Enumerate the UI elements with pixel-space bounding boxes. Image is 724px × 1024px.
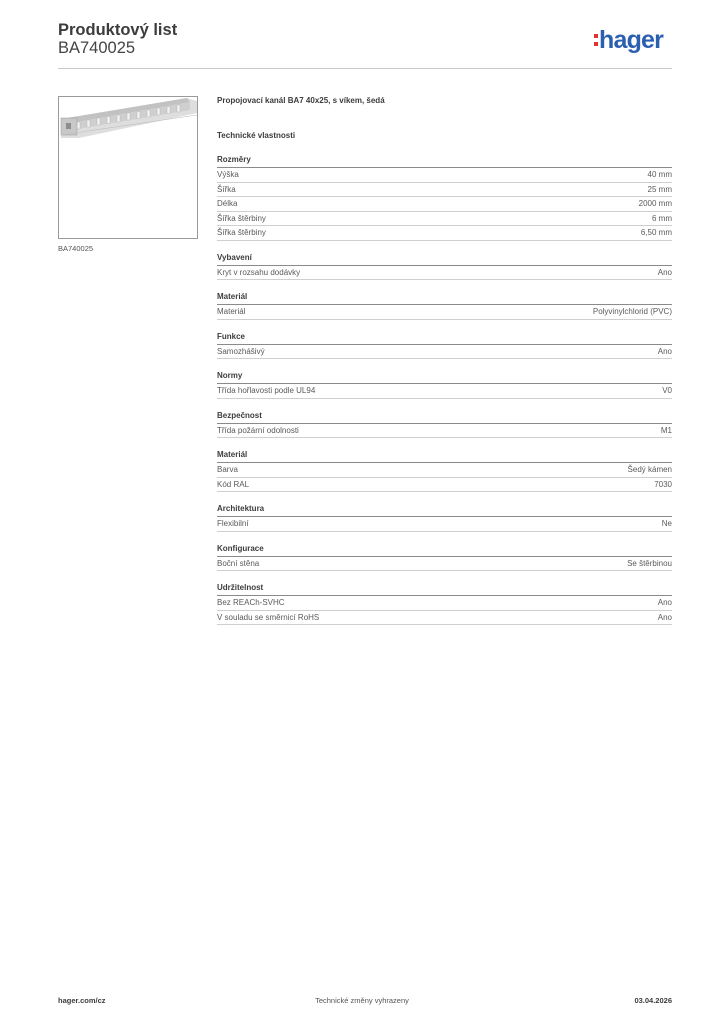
logo-text: hager — [599, 26, 664, 54]
spec-row — [217, 478, 672, 493]
spec-section — [217, 448, 672, 492]
spec-label: Třída hořlavosti podle UL94 — [217, 386, 316, 395]
spec-sections — [217, 153, 672, 625]
spec-row — [217, 517, 672, 532]
spec-value: Polyvinylchlorid (PVC) — [592, 307, 672, 316]
spec-row — [217, 183, 672, 198]
spec-value: Ano — [657, 267, 672, 277]
spec-row — [217, 611, 672, 626]
spec-row — [217, 212, 672, 227]
page-title: Produktový list — [58, 21, 178, 39]
spec-section — [217, 153, 672, 241]
product-name: Propojovací kanál BA7 40x25, s víkem, šedá — [217, 96, 385, 105]
spec-label: Barva — [217, 465, 238, 474]
spec-value: Šedý kámen — [627, 465, 672, 474]
section-title: Materiál — [217, 448, 672, 463]
spec-value: 6 mm — [652, 213, 672, 223]
spec-label: V souladu se směrnicí RoHS — [217, 612, 320, 622]
spec-label: Flexibilní — [217, 519, 249, 528]
header-divider — [58, 68, 672, 69]
spec-value: V0 — [662, 386, 672, 395]
spec-row — [217, 345, 672, 360]
spec-value: 40 mm — [647, 170, 672, 179]
spec-label: Výška — [217, 170, 239, 179]
spec-section — [217, 502, 672, 532]
spec-value: 2000 mm — [638, 199, 672, 208]
spec-row — [217, 226, 672, 241]
spec-row — [217, 596, 672, 611]
section-title: Konfigurace — [217, 542, 672, 557]
section-title: Materiál — [217, 290, 672, 305]
spec-row — [217, 384, 672, 399]
spec-section — [217, 581, 672, 625]
spec-row — [217, 168, 672, 183]
image-caption: BA740025 — [58, 244, 94, 253]
spec-value: Se štěrbinou — [627, 558, 672, 568]
spec-label: Šířka štěrbiny — [217, 213, 266, 223]
spec-value: M1 — [660, 425, 672, 435]
spec-label: Délka — [217, 199, 238, 208]
spec-label: Šířka štěrbiny — [217, 228, 266, 237]
spec-label: Kód RAL — [217, 479, 250, 489]
hager-logo — [594, 27, 663, 53]
product-code: BA740025 — [58, 39, 136, 57]
spec-label: Bez REACh-SVHC — [217, 598, 285, 607]
footer-date: 03.04.2026 — [634, 996, 672, 1005]
spec-section — [217, 409, 672, 439]
spec-label: Materiál — [217, 307, 246, 316]
spec-label: Kryt v rozsahu dodávky — [217, 267, 301, 277]
spec-value: 6,50 mm — [640, 228, 672, 237]
section-title: Normy — [217, 369, 672, 384]
spec-value: Ne — [661, 519, 672, 528]
spec-value: 25 mm — [647, 184, 672, 194]
spec-label: Šířka — [217, 184, 236, 194]
spec-section — [217, 290, 672, 320]
spec-row — [217, 197, 672, 212]
spec-row — [217, 463, 672, 478]
logo-dots-icon — [594, 34, 598, 46]
spec-content — [217, 94, 672, 625]
section-title: Rozměry — [217, 153, 672, 168]
cable-duct-image — [59, 97, 197, 238]
spec-value: Ano — [657, 346, 672, 356]
spec-section — [217, 251, 672, 281]
spec-section — [217, 542, 672, 572]
spec-section — [217, 330, 672, 360]
section-title: Architektura — [217, 502, 672, 517]
spec-label: Samozhášivý — [217, 346, 265, 356]
section-title: Udržitelnost — [217, 581, 672, 596]
spec-section — [217, 369, 672, 399]
spec-row — [217, 424, 672, 439]
spec-label: Boční stěna — [217, 558, 260, 568]
section-title: Funkce — [217, 330, 672, 345]
spec-value: Ano — [657, 612, 672, 622]
spec-label: Třída požární odolnosti — [217, 425, 299, 435]
spec-row — [217, 266, 672, 281]
product-image — [58, 96, 198, 239]
spec-row — [217, 557, 672, 572]
footer-website: hager.com/cz — [58, 996, 106, 1005]
section-title: Vybavení — [217, 251, 672, 266]
spec-value: 7030 — [654, 479, 672, 489]
section-title: Bezpečnost — [217, 409, 672, 424]
spec-value: Ano — [657, 598, 672, 607]
tech-properties-heading: Technické vlastnosti — [217, 131, 296, 140]
footer-note: Technické změny vyhrazeny — [315, 996, 409, 1005]
spec-row — [217, 305, 672, 320]
